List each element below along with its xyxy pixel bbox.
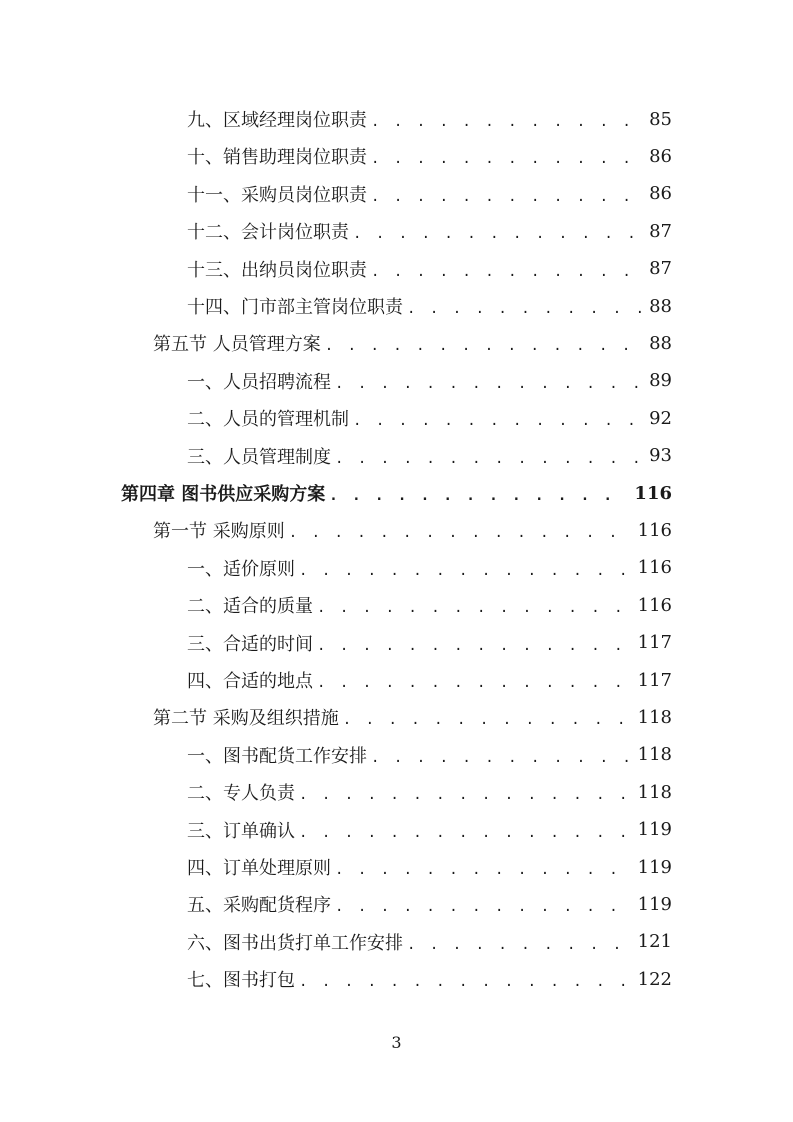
toc-entry-page: 92 — [649, 407, 672, 429]
dot-leader — [317, 600, 632, 616]
toc-entry[interactable] — [187, 774, 672, 810]
toc-entry[interactable] — [187, 625, 672, 661]
toc-entry[interactable] — [187, 550, 672, 586]
toc-entry[interactable] — [187, 812, 672, 848]
dot-leader — [371, 114, 643, 130]
toc-entry-page: 122 — [637, 968, 672, 990]
toc-entry-page: 118 — [637, 744, 672, 766]
toc-entry-page: 88 — [649, 332, 672, 354]
dot-leader — [353, 226, 643, 242]
toc-entry-title: 十一、采购员岗位职责 — [187, 184, 367, 206]
toc-entry-title: 三、人员管理制度 — [187, 446, 331, 468]
dot-leader — [335, 899, 632, 915]
toc-entry-title: 六、图书出货打单工作安排 — [187, 932, 403, 954]
toc-entry[interactable] — [187, 662, 672, 698]
dot-leader — [317, 638, 632, 654]
toc-entry[interactable] — [187, 400, 672, 436]
toc-entry-title: 四、合适的地点 — [187, 671, 313, 692]
dot-leader — [371, 189, 643, 205]
toc-entry-title: 七、图书打包 — [187, 970, 295, 992]
dot-leader — [407, 937, 632, 953]
toc-entry-page: 119 — [637, 856, 672, 878]
dot-leader — [371, 151, 643, 167]
toc-entry[interactable] — [187, 438, 672, 474]
toc-entry-title: 第一节 采购原则 — [153, 521, 285, 543]
toc-entry[interactable] — [121, 475, 672, 511]
toc-entry-page: 118 — [637, 781, 672, 803]
toc-entry[interactable] — [187, 138, 672, 174]
toc-entry-title: 二、适合的质量 — [187, 596, 313, 618]
toc-entry-page: 117 — [637, 669, 672, 691]
dot-leader — [317, 675, 632, 691]
toc-entry-title: 二、专人负责 — [187, 783, 295, 805]
dot-leader — [335, 862, 632, 878]
toc-entry-title: 二、人员的管理机制 — [187, 409, 349, 431]
toc-entry-page: 85 — [649, 108, 672, 130]
toc-entry-page: 116 — [637, 519, 672, 541]
toc-entry-page: 119 — [637, 893, 672, 915]
toc-entry-title: 四、订单处理原则 — [187, 858, 331, 879]
toc-entry[interactable] — [187, 849, 672, 885]
toc-entry[interactable] — [187, 924, 672, 960]
dot-leader — [371, 750, 632, 766]
toc-entry-page: 116 — [637, 594, 672, 616]
dot-leader — [407, 301, 643, 317]
page-number: 3 — [391, 1033, 402, 1052]
toc-entry-title: 十、销售助理岗位职责 — [187, 147, 367, 169]
toc-entry-page: 93 — [649, 445, 672, 467]
toc-entry-title: 第二节 采购及组织措施 — [153, 708, 339, 730]
toc-entry-title: 五、采购配货程序 — [187, 895, 331, 917]
toc-entry-page: 87 — [649, 258, 672, 280]
dot-leader — [335, 376, 643, 392]
dot-leader — [371, 264, 643, 280]
toc-entry[interactable] — [187, 251, 672, 287]
toc-entry-page: 116 — [634, 482, 672, 504]
toc-entry-page: 117 — [637, 632, 672, 654]
toc-entry-page: 116 — [637, 557, 672, 579]
dot-leader — [299, 787, 632, 803]
toc-entry-title: 一、图书配货工作安排 — [187, 745, 367, 767]
toc-entry[interactable] — [187, 101, 672, 137]
toc-entry-page: 121 — [637, 931, 672, 953]
toc-entry-title: 三、合适的时间 — [187, 633, 313, 655]
dot-leader — [325, 338, 643, 354]
toc-entry-title: 九、区域经理岗位职责 — [187, 110, 367, 131]
toc-entry[interactable] — [187, 213, 672, 249]
toc-entry[interactable] — [153, 699, 672, 735]
toc-entry[interactable] — [153, 512, 672, 548]
toc-entry-title: 第五节 人员管理方案 — [153, 334, 321, 356]
toc-entry-title: 十三、出纳员岗位职责 — [187, 259, 367, 281]
toc-entry-title: 一、人员招聘流程 — [187, 371, 331, 393]
toc-entry-page: 119 — [637, 819, 672, 841]
toc-entry-title: 一、适价原则 — [187, 558, 295, 580]
toc-entry[interactable] — [187, 886, 672, 922]
dot-leader — [335, 451, 643, 467]
toc-entry[interactable] — [187, 288, 672, 324]
dot-leader — [299, 563, 632, 579]
toc-entry[interactable] — [153, 325, 672, 361]
toc-entry-title: 第四章 图书供应采购方案 — [121, 484, 326, 505]
toc-entry-page: 86 — [649, 183, 672, 205]
toc-entry-page: 118 — [637, 706, 672, 728]
toc-entry-page: 88 — [649, 295, 672, 317]
toc-entry[interactable] — [187, 961, 672, 997]
dot-leader — [289, 525, 632, 541]
toc-entry[interactable] — [187, 176, 672, 212]
dot-leader — [299, 974, 632, 990]
dot-leader — [299, 825, 632, 841]
toc-entry-page: 87 — [649, 220, 672, 242]
dot-leader — [343, 712, 632, 728]
toc-entry-page: 89 — [649, 370, 672, 392]
toc-entry-title: 三、订单确认 — [187, 820, 295, 842]
dot-leader — [329, 488, 628, 504]
toc-entry[interactable] — [187, 737, 672, 773]
toc-entry-title: 十二、会计岗位职责 — [187, 222, 349, 244]
toc-entry-title: 十四、门市部主管岗位职责 — [187, 297, 403, 318]
toc-entry[interactable] — [187, 363, 672, 399]
dot-leader — [353, 413, 643, 429]
toc-entry-page: 86 — [649, 145, 672, 167]
toc-entry[interactable] — [187, 587, 672, 623]
